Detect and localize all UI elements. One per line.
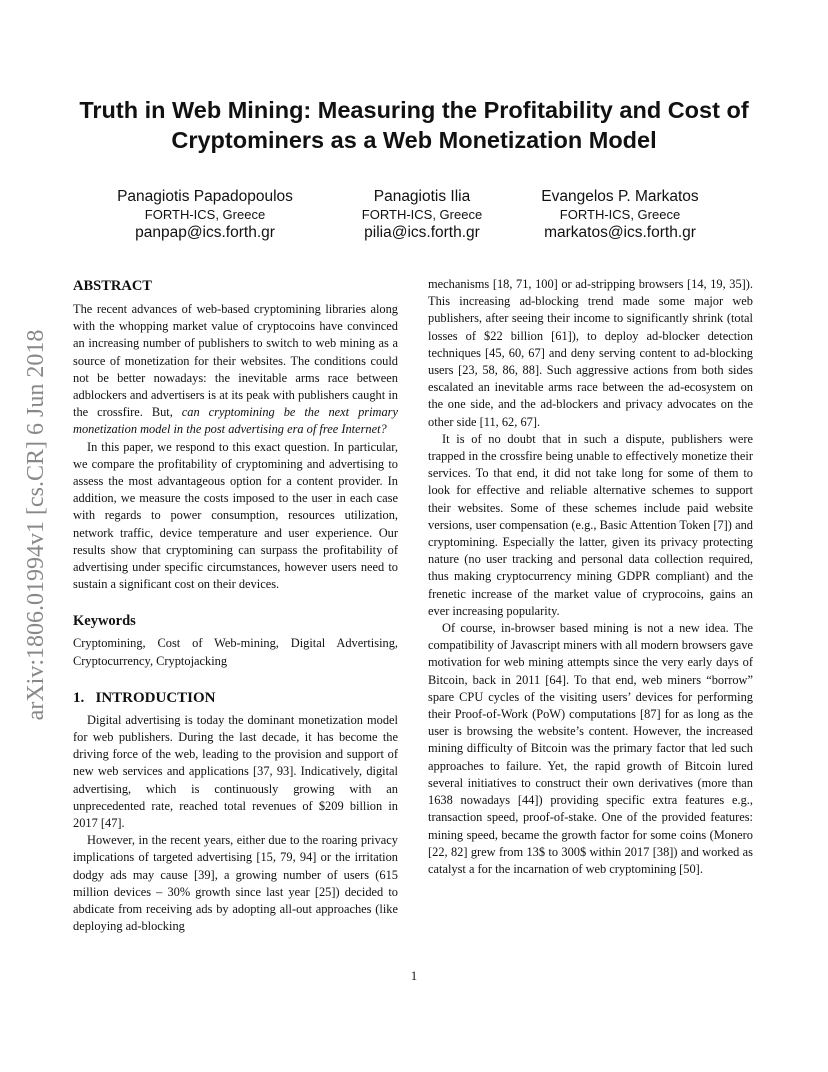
intro-paragraph: Of course, in-browser based mining is not a new idea. The compatibility of Javascript miners with all modern browsers gave motivation for web mining attempts since the very early days of Bitcoin, back in 2011 [64]. To that end, web miners “borrow” spare CPU cycles of the visiting users’ devices for performing their Proof-of-Work (PoW) computations [87] for as long as the user is browsing the website’s content. However, the increased mining difficulty of Bitcoin was the primary factor that led such approaches to failure. Yet, the rapid growth of Bitcoin lured several initiatives to construct their own derivatives (more than 1638 nowadays [44]) providing specific extra features e.g., transaction speed, proof-of-stake. One of the provided features: mining speed, became the growth factor for some coins (Monero [22, 82] grew from 13$ to 300$ within 2017 [38]) and worked as catalyst a for the incarnation of web cryptomining [50].	[428, 621, 753, 876]
author-email: panpap@ics.forth.gr	[135, 224, 275, 241]
author-email: pilia@ics.forth.gr	[364, 224, 480, 241]
author-block	[520, 187, 720, 243]
author-block	[100, 187, 310, 243]
author-email: markatos@ics.forth.gr	[544, 224, 696, 241]
right-column	[428, 276, 753, 878]
abstract-heading: ABSTRACT	[73, 278, 152, 294]
keywords-heading: Keywords	[73, 613, 136, 630]
abstract-paragraph	[73, 301, 398, 439]
keywords-text: Cryptomining, Cost of Web-mining, Digital Advertising, Cryptocurrency, Cryptojacking	[73, 636, 398, 668]
left-column	[73, 276, 398, 936]
intro-paragraph-continued: mechanisms [18, 71, 100] or ad-stripping browsers [14, 19, 35]). This increasing ad-blocking trend made some major web publishers, after seeing their income to significantly shrink (total losses of $22 billion [61]), to deploy ad-blocker detection techniques [45, 60, 67] and deny serving content to ad-blocking users [23, 58, 86, 88]. Such aggressive actions from both sides escalated an inevitable arms race between the ad-ecosystem on the one side, and the ad-blockers and privacy advocates on the other side [11, 62, 67].	[428, 277, 753, 429]
page-number: 1	[410, 969, 418, 983]
author-block	[322, 187, 522, 243]
author-name: Panagiotis Papadopoulos	[117, 188, 293, 205]
intro-paragraph: Digital advertising is today the dominant monetization model for web publishers. During the last decade, it has become the driving force of the web, leading to the provision and support of new web services and applications [37, 93]. Indicatively, digital advertising, which is continuously growing with an unprecedented rate, reached total revenues of $209 billion in 2017 [47].	[73, 712, 398, 831]
intro-paragraph: It is of no doubt that in such a dispute, publishers were trapped in the crossfire being unable to effectively monetize their services. To that end, it did not take long for some of them to look for effective and reliable alternative schemes to support their websites. Some of these schemes include paid website versions, user compensation (e.g., Basic Attention Token [7]) and cryptomining. Especially the latter, given its privacy protecting nature (no user tracking and personal data collection required, thus making cryptocurrency mining GDPR compliant) and the frenetic increase of the market value of cryprocoins, gains an ever increasing popularity.	[428, 431, 753, 618]
abstract-question: can cryptomining be the next primary monetization model in the post advertising era of free Internet?	[73, 405, 398, 437]
introduction-heading: 1. INTRODUCTION	[73, 689, 216, 706]
author-affiliation: FORTH-ICS, Greece	[361, 207, 483, 222]
author-affiliation: FORTH-ICS, Greece	[559, 207, 681, 222]
abstract-text: The recent advances of web-based cryptomining libraries along with the whopping market value of cryptocoins have convinced an increasing number of publishers to switch to web mining as a source of monetization for their websites. The conditions could not be better nowadays: the inevitable arms race between adblockers and advertisers is at its peak with publishers caught in the crossfire. But,	[73, 302, 398, 420]
paper-title: Truth in Web Mining: Measuring the Profitability and Cost of Cryptominers as a Web Monetization Model	[79, 97, 749, 153]
abstract-paragraph-2: In this paper, we respond to this exact question. In particular, we compare the profitability of cryptomining and advertising to assess the most advantageous option for a content provider. In addition, we measure the costs imposed to the user in each case with regards to power consumption, resources utilization, network traffic, device temperature and user experience. Our results show that cryptomining can surpass the profitability of advertising under specific circumstances, however users need to sustain a significant cost on their devices.	[73, 439, 398, 592]
author-affiliation: FORTH-ICS, Greece	[144, 207, 266, 222]
author-name: Evangelos P. Markatos	[541, 188, 699, 205]
intro-paragraph: However, in the recent years, either due to the roaring privacy implications of targeted advertising [15, 79, 94] or the irritation dodgy ads may cause [39], a growing number of users (615 million devices – 30% growth since last year [25]) decided to abdicate from receiving ads by adopting all-out approaches (like deploying ad-blocking	[73, 833, 398, 934]
arxiv-stamp: arXiv:1806.01994v1 [cs.CR] 6 Jun 2018	[23, 329, 49, 721]
author-name: Panagiotis Ilia	[373, 188, 471, 205]
